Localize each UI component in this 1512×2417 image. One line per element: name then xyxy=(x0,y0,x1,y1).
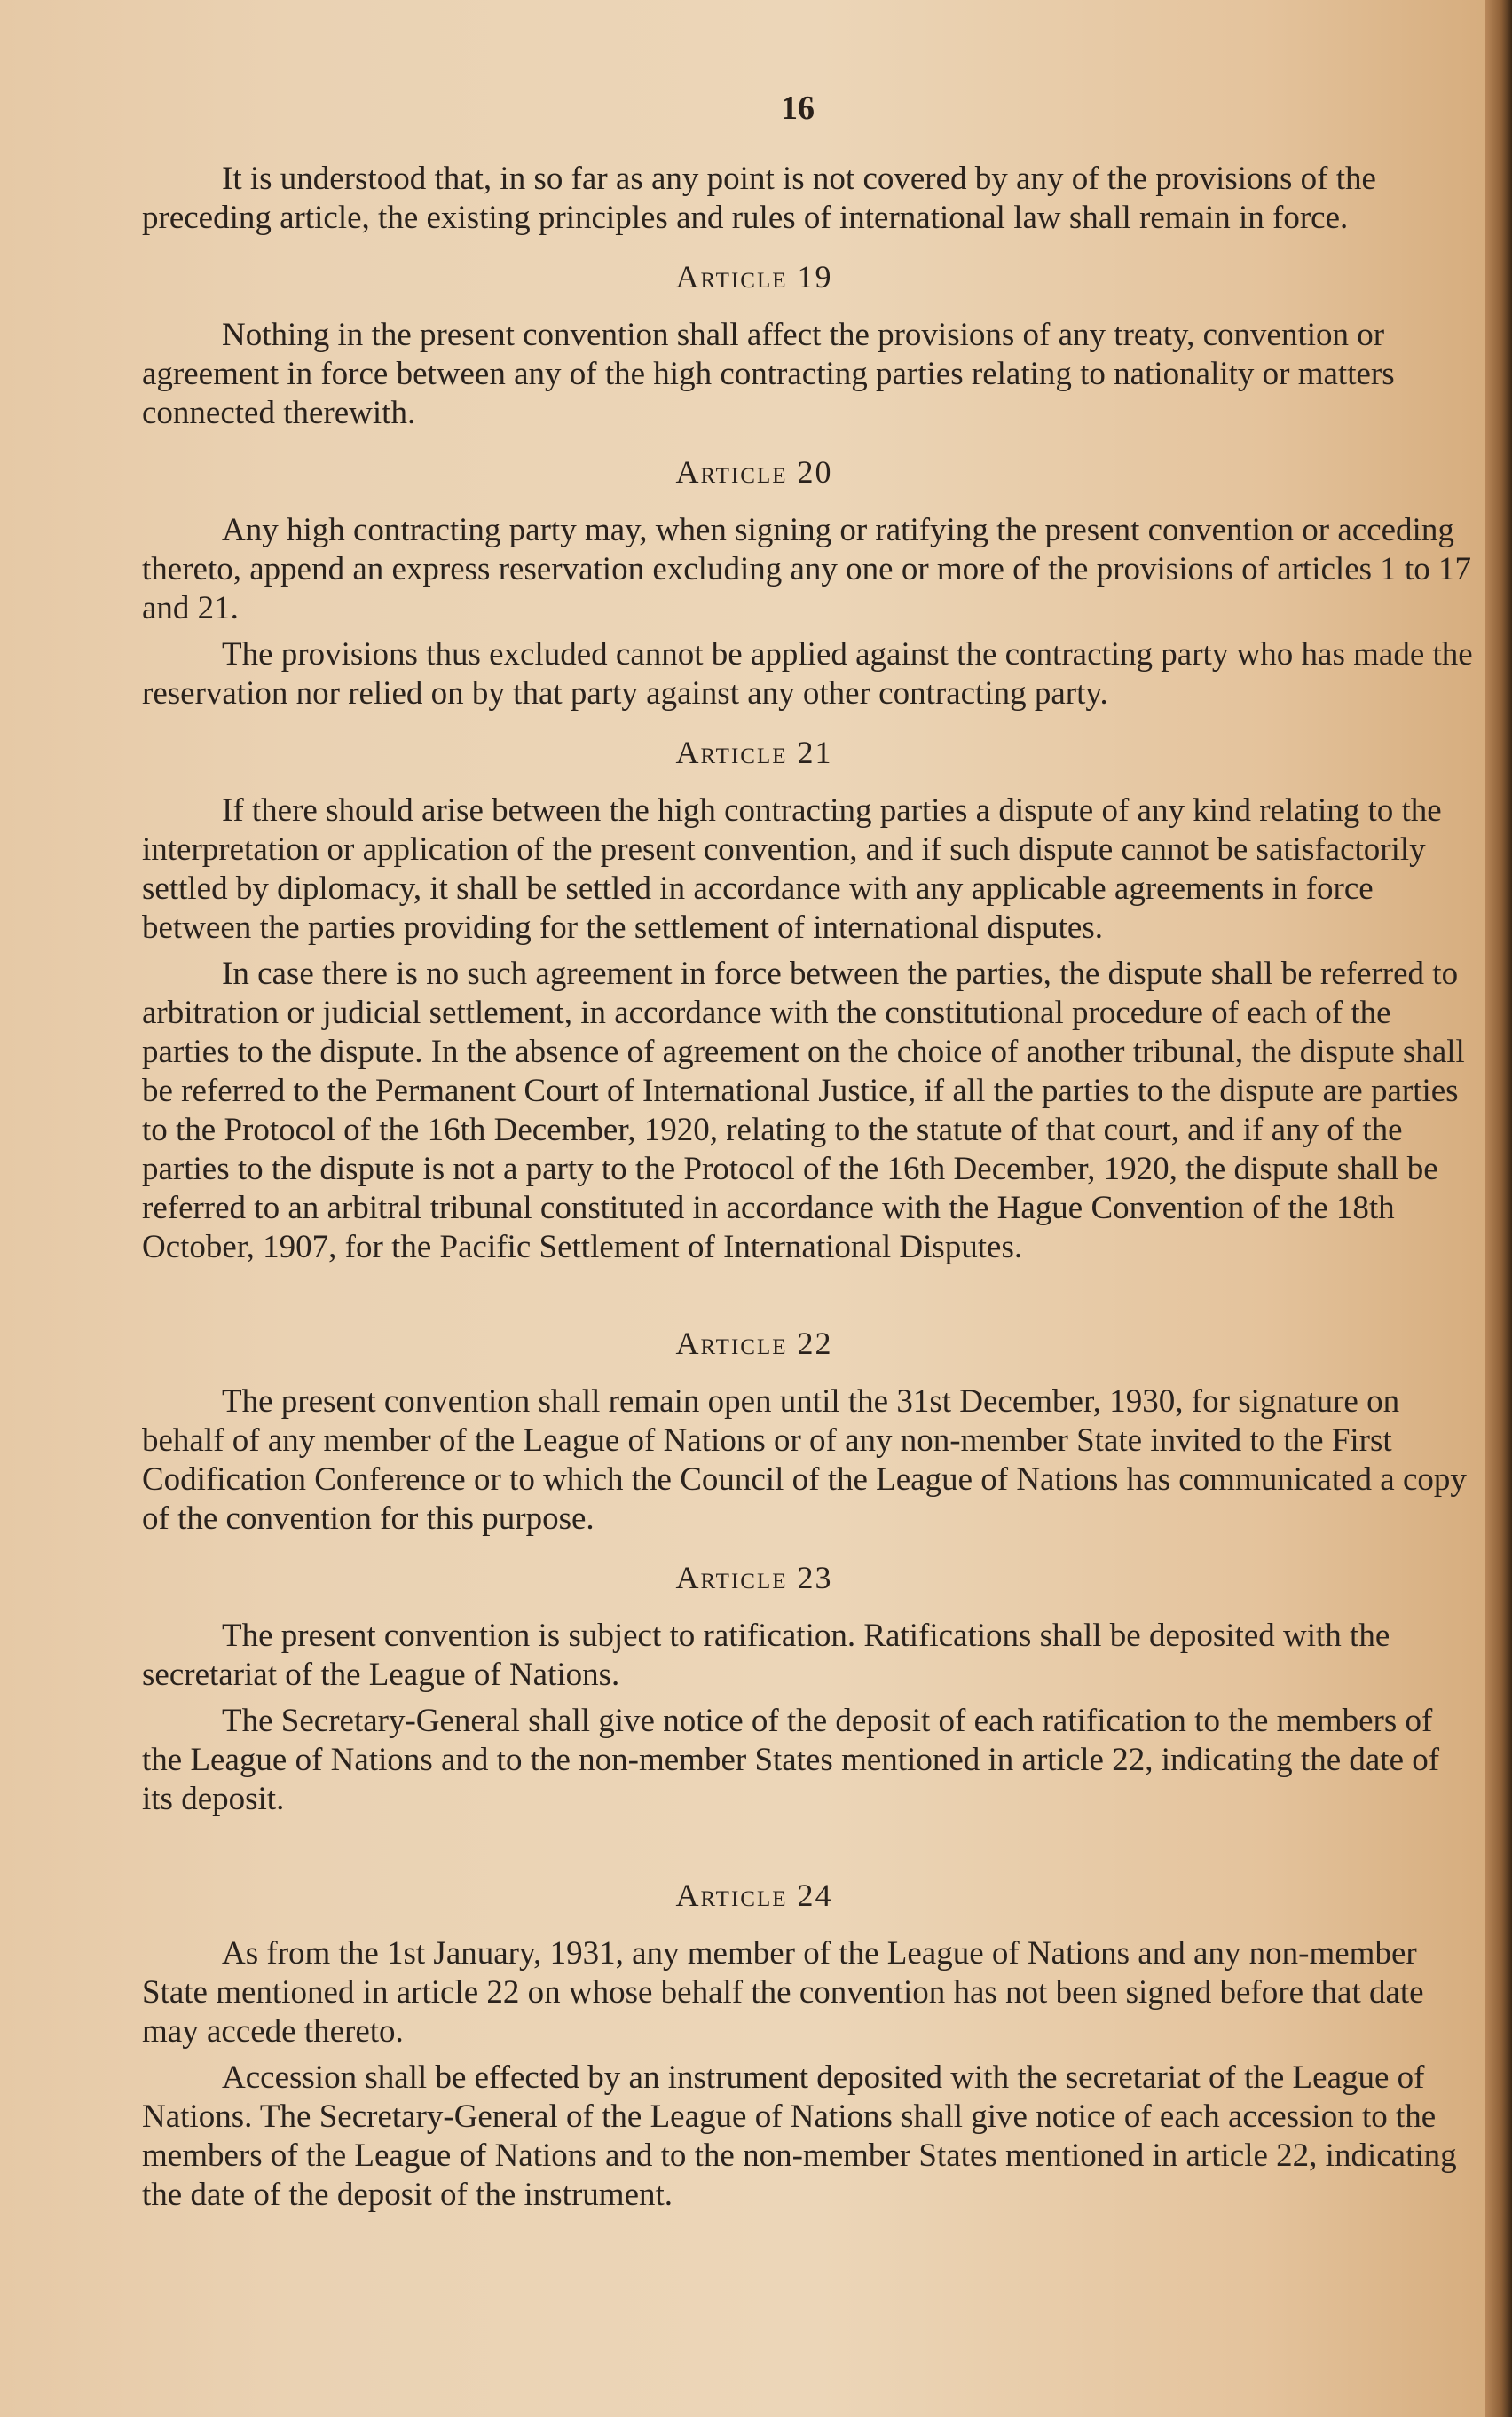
article-22-paragraph: The present convention shall remain open until the 31st December, 1930, for signature on behalf of any member of the League of Nations or of any non-member State invited to the First Codification Conference or to which the Council of the League of Nations has communicated a copy of the convention for this purpose. xyxy=(142,1383,1467,1537)
heading-article-24: Article 24 xyxy=(675,1878,833,1913)
article-23-paragraph-1: The present convention is subject to ratification. Ratifications shall be deposited with the secretariat of the League of Nations. xyxy=(142,1618,1390,1693)
article-20-paragraph-1: Any high contracting party may, when signing or ratifying the present convention or acceding thereto, append an express reservation excluding any one or more of the provisions of articles 1 to 17 and 21. xyxy=(142,512,1472,626)
article-21-paragraph-2: In case there is no such agreement in force between the parties, the dispute shall be referred to arbitration or judicial settlement, in accordance with the constitutional procedure of each of the parties to the dispute. In the absence of agreement on the choice of another tribunal, the dispute shall be referred to the Permanent Court of International Justice, if all the parties to the dispute are parties to the Protocol of the 16th December, 1920, relating to the statute of that court, and if any of the parties to the dispute is not a party to the Protocol of the 16th December, 1920, the dispute shall be referred to an arbitral tribunal constituted in accordance with the Hague Convention of the 18th October, 1907, for the Pacific Settlement of International Disputes. xyxy=(142,956,1465,1265)
heading-article-20: Article 20 xyxy=(675,454,833,490)
article-23-paragraph-2: The Secretary-General shall give notice of the deposit of each ratification to the members of the League of Nations and to the non-member States mentioned in article 22, indicating the date of its deposit. xyxy=(142,1703,1440,1817)
article-19-paragraph: Nothing in the present convention shall affect the provisions of any treaty, convention or agreement in force between any of the high contracting parties relating to nationality or matters connected therewith. xyxy=(142,317,1395,431)
article-20-paragraph-2: The provisions thus excluded cannot be applied against the contracting party who has made the reservation nor relied on by that party against any other contracting party. xyxy=(142,636,1473,712)
page-number: 16 xyxy=(781,90,815,127)
heading-article-23: Article 23 xyxy=(675,1560,833,1595)
book-spine-edge xyxy=(1485,0,1512,2417)
article-24-paragraph-2: Accession shall be effected by an instrument deposited with the secretariat of the League of Nations. The Secretary-General of the League of Nations shall give notice of each accession to the members of the League of Nations and to the non-member States mentioned in article 22, indicating the date of the deposit of the instrument. xyxy=(142,2059,1457,2213)
article-21-paragraph-1: If there should arise between the high contracting parties a dispute of any kind relating to the interpretation or application of the present convention, and if such dispute cannot be satisfactorily settled by diplomacy, it shall be settled in accordance with any applicable agreements in force between the parties providing for the settlement of international disputes. xyxy=(142,792,1442,946)
heading-article-21: Article 21 xyxy=(675,735,833,770)
spacer xyxy=(142,1274,1473,1304)
intro-paragraph: It is understood that, in so far as any point is not covered by any of the provisions of the preceding article, the existing principles and rules of international law shall remain in force. xyxy=(142,161,1376,236)
heading-article-22: Article 22 xyxy=(675,1326,833,1361)
article-24-paragraph-1: As from the 1st January, 1931, any member of the League of Nations and any non-member State mentioned in article 22 on whose behalf the convention has not been signed before that date may accede thereto. xyxy=(142,1935,1424,2050)
spacer xyxy=(142,1826,1473,1856)
document-body xyxy=(142,160,1473,2222)
heading-article-19: Article 19 xyxy=(675,259,833,295)
